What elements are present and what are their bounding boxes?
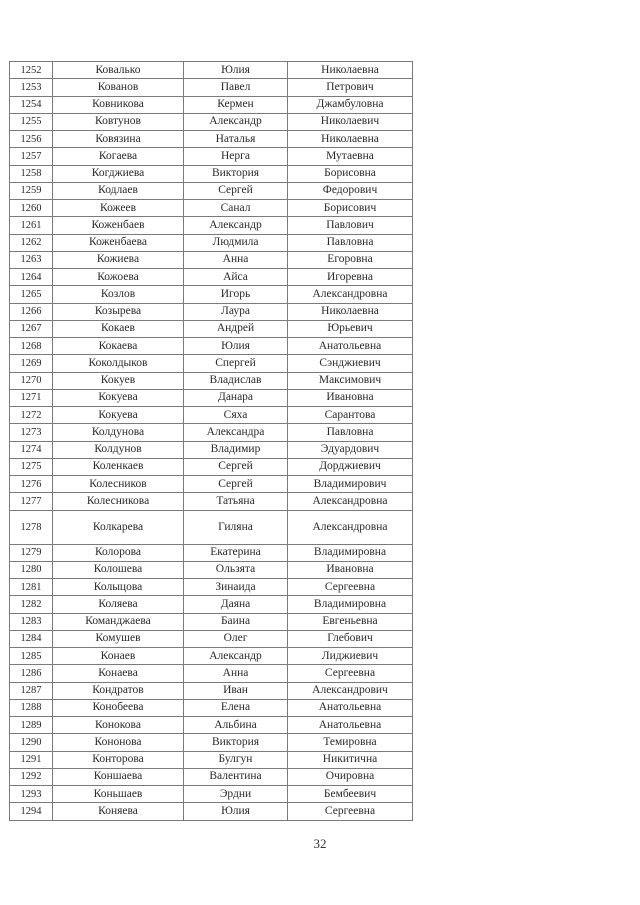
patronymic-cell: Сэнджиевич <box>288 355 413 372</box>
first-name-cell: Иван <box>184 682 288 699</box>
first-name-cell: Айса <box>184 269 288 286</box>
first-name-cell: Владимир <box>184 441 288 458</box>
surname-cell: Коняева <box>53 803 184 820</box>
row-number: 1290 <box>10 734 53 751</box>
first-name-cell: Булгун <box>184 751 288 768</box>
surname-cell: Кованов <box>53 79 184 96</box>
patronymic-cell: Ивановна <box>288 561 413 578</box>
surname-cell: Кокаев <box>53 320 184 337</box>
first-name-cell: Александр <box>184 217 288 234</box>
first-name-cell: Даяна <box>184 596 288 613</box>
surname-cell: Кокуева <box>53 407 184 424</box>
first-name-cell: Данара <box>184 389 288 406</box>
patronymic-cell: Николаевна <box>288 303 413 320</box>
surname-cell: Колошева <box>53 561 184 578</box>
first-name-cell: Эрдни <box>184 786 288 803</box>
first-name-cell: Александр <box>184 113 288 130</box>
row-number: 1260 <box>10 200 53 217</box>
patronymic-cell: Петрович <box>288 79 413 96</box>
surname-cell: Кокуева <box>53 389 184 406</box>
surname-cell: Комушев <box>53 630 184 647</box>
table-row <box>10 458 413 475</box>
surname-cell: Коколдыков <box>53 355 184 372</box>
table-row <box>10 734 413 751</box>
patronymic-cell: Мутаевна <box>288 148 413 165</box>
surname-cell: Колыцова <box>53 579 184 596</box>
first-name-cell: Сергей <box>184 476 288 493</box>
surname-cell: Колдунов <box>53 441 184 458</box>
patronymic-cell: Бембеевич <box>288 786 413 803</box>
surname-cell: Конобеева <box>53 699 184 716</box>
patronymic-cell: Анатольевна <box>288 699 413 716</box>
patronymic-cell: Николаевна <box>288 131 413 148</box>
table-row <box>10 62 413 79</box>
first-name-cell: Спергей <box>184 355 288 372</box>
row-number: 1274 <box>10 441 53 458</box>
page-number: 32 <box>313 836 327 851</box>
first-name-cell: Сергей <box>184 182 288 199</box>
row-number: 1292 <box>10 768 53 785</box>
surname-cell: Конокова <box>53 717 184 734</box>
row-number: 1266 <box>10 303 53 320</box>
patronymic-cell: Федорович <box>288 182 413 199</box>
patronymic-cell: Александровна <box>288 286 413 303</box>
first-name-cell: Зинаида <box>184 579 288 596</box>
first-name-cell: Санал <box>184 200 288 217</box>
row-number: 1262 <box>10 234 53 251</box>
patronymic-cell: Никитична <box>288 751 413 768</box>
row-number: 1259 <box>10 182 53 199</box>
surname-cell: Кононова <box>53 734 184 751</box>
first-name-cell: Татьяна <box>184 493 288 510</box>
table-row <box>10 200 413 217</box>
row-number: 1283 <box>10 613 53 630</box>
row-number: 1263 <box>10 251 53 268</box>
surname-cell: Кондратов <box>53 682 184 699</box>
patronymic-cell: Лиджиевич <box>288 648 413 665</box>
surname-cell: Конаева <box>53 665 184 682</box>
surname-cell: Колесникова <box>53 493 184 510</box>
table-row <box>10 303 413 320</box>
patronymic-cell: Борисович <box>288 200 413 217</box>
patronymic-cell: Борисовна <box>288 165 413 182</box>
surname-cell: Конторова <box>53 751 184 768</box>
table-row <box>10 630 413 647</box>
table-row <box>10 613 413 630</box>
patronymic-cell: Сарантова <box>288 407 413 424</box>
row-number: 1280 <box>10 561 53 578</box>
row-number: 1270 <box>10 372 53 389</box>
table-row <box>10 372 413 389</box>
row-number: 1291 <box>10 751 53 768</box>
roster-table <box>9 61 413 821</box>
surname-cell: Ковалько <box>53 62 184 79</box>
patronymic-cell: Джамбуловна <box>288 96 413 113</box>
surname-cell: Ковязина <box>53 131 184 148</box>
table-row <box>10 786 413 803</box>
patronymic-cell: Очировна <box>288 768 413 785</box>
surname-cell: Коженбаева <box>53 234 184 251</box>
surname-cell: Кокаева <box>53 338 184 355</box>
first-name-cell: Людмила <box>184 234 288 251</box>
patronymic-cell: Николаевич <box>288 113 413 130</box>
table-row <box>10 441 413 458</box>
row-number: 1293 <box>10 786 53 803</box>
table-row <box>10 682 413 699</box>
surname-cell: Козырева <box>53 303 184 320</box>
patronymic-cell: Егоровна <box>288 251 413 268</box>
table-row <box>10 751 413 768</box>
patronymic-cell: Павлович <box>288 217 413 234</box>
patronymic-cell: Евгеньевна <box>288 613 413 630</box>
patronymic-cell: Дорджиевич <box>288 458 413 475</box>
first-name-cell: Юлия <box>184 803 288 820</box>
first-name-cell: Гиляна <box>184 510 288 544</box>
row-number: 1294 <box>10 803 53 820</box>
surname-cell: Ковтунов <box>53 113 184 130</box>
table-row <box>10 389 413 406</box>
first-name-cell: Наталья <box>184 131 288 148</box>
table-row <box>10 596 413 613</box>
table-row <box>10 148 413 165</box>
surname-cell: Команджаева <box>53 613 184 630</box>
patronymic-cell: Владимировна <box>288 544 413 561</box>
row-number: 1279 <box>10 544 53 561</box>
patronymic-cell: Анатольевна <box>288 717 413 734</box>
first-name-cell: Валентина <box>184 768 288 785</box>
first-name-cell: Виктория <box>184 734 288 751</box>
row-number: 1275 <box>10 458 53 475</box>
first-name-cell: Павел <box>184 79 288 96</box>
table-row <box>10 803 413 820</box>
table-row <box>10 717 413 734</box>
patronymic-cell: Юрьевич <box>288 320 413 337</box>
table-row <box>10 768 413 785</box>
row-number: 1273 <box>10 424 53 441</box>
patronymic-cell: Глебович <box>288 630 413 647</box>
row-number: 1254 <box>10 96 53 113</box>
row-number: 1271 <box>10 389 53 406</box>
patronymic-cell: Анатольевна <box>288 338 413 355</box>
table-row <box>10 493 413 510</box>
row-number: 1278 <box>10 510 53 544</box>
table-row <box>10 217 413 234</box>
first-name-cell: Анна <box>184 251 288 268</box>
row-number: 1272 <box>10 407 53 424</box>
table-row <box>10 131 413 148</box>
surname-cell: Коншаева <box>53 768 184 785</box>
surname-cell: Колдунова <box>53 424 184 441</box>
patronymic-cell: Александровна <box>288 493 413 510</box>
row-number: 1276 <box>10 476 53 493</box>
first-name-cell: Александра <box>184 424 288 441</box>
table-row <box>10 424 413 441</box>
row-number: 1286 <box>10 665 53 682</box>
row-number: 1268 <box>10 338 53 355</box>
surname-cell: Колкарева <box>53 510 184 544</box>
patronymic-cell: Николаевна <box>288 62 413 79</box>
table-row <box>10 165 413 182</box>
row-number: 1269 <box>10 355 53 372</box>
table-row <box>10 407 413 424</box>
first-name-cell: Анна <box>184 665 288 682</box>
patronymic-cell: Сергеевна <box>288 803 413 820</box>
surname-cell: Колорова <box>53 544 184 561</box>
table-row <box>10 476 413 493</box>
table-row <box>10 320 413 337</box>
table-row <box>10 269 413 286</box>
first-name-cell: Игорь <box>184 286 288 303</box>
row-number: 1252 <box>10 62 53 79</box>
row-number: 1285 <box>10 648 53 665</box>
table-row <box>10 182 413 199</box>
first-name-cell: Нерга <box>184 148 288 165</box>
row-number: 1265 <box>10 286 53 303</box>
table-row <box>10 251 413 268</box>
row-number: 1288 <box>10 699 53 716</box>
surname-cell: Коленкаев <box>53 458 184 475</box>
patronymic-cell: Павловна <box>288 234 413 251</box>
patronymic-cell: Сергеевна <box>288 579 413 596</box>
row-number: 1253 <box>10 79 53 96</box>
patronymic-cell: Ивановна <box>288 389 413 406</box>
first-name-cell: Кермен <box>184 96 288 113</box>
table-row <box>10 544 413 561</box>
first-name-cell: Олег <box>184 630 288 647</box>
surname-cell: Кожеев <box>53 200 184 217</box>
row-number: 1267 <box>10 320 53 337</box>
patronymic-cell: Темировна <box>288 734 413 751</box>
table-row <box>10 79 413 96</box>
patronymic-cell: Сергеевна <box>288 665 413 682</box>
first-name-cell: Владислав <box>184 372 288 389</box>
table-row <box>10 113 413 130</box>
row-number: 1277 <box>10 493 53 510</box>
row-number: 1264 <box>10 269 53 286</box>
patronymic-cell: Александровна <box>288 510 413 544</box>
first-name-cell: Елена <box>184 699 288 716</box>
first-name-cell: Баина <box>184 613 288 630</box>
surname-cell: Козлов <box>53 286 184 303</box>
row-number: 1284 <box>10 630 53 647</box>
patronymic-cell: Павловна <box>288 424 413 441</box>
first-name-cell: Ользята <box>184 561 288 578</box>
patronymic-cell: Эдуардович <box>288 441 413 458</box>
first-name-cell: Сергей <box>184 458 288 475</box>
surname-cell: Кожоева <box>53 269 184 286</box>
row-number: 1261 <box>10 217 53 234</box>
surname-cell: Ковникова <box>53 96 184 113</box>
patronymic-cell: Игоревна <box>288 269 413 286</box>
surname-cell: Коляева <box>53 596 184 613</box>
first-name-cell: Юлия <box>184 62 288 79</box>
surname-cell: Конаев <box>53 648 184 665</box>
surname-cell: Когаева <box>53 148 184 165</box>
first-name-cell: Юлия <box>184 338 288 355</box>
surname-cell: Кодлаев <box>53 182 184 199</box>
first-name-cell: Екатерина <box>184 544 288 561</box>
first-name-cell: Александр <box>184 648 288 665</box>
first-name-cell: Виктория <box>184 165 288 182</box>
table-row <box>10 355 413 372</box>
table-row <box>10 561 413 578</box>
first-name-cell: Сяха <box>184 407 288 424</box>
table-row <box>10 234 413 251</box>
surname-cell: Колесников <box>53 476 184 493</box>
table-row <box>10 699 413 716</box>
row-number: 1287 <box>10 682 53 699</box>
table-row <box>10 286 413 303</box>
table-row <box>10 96 413 113</box>
row-number: 1281 <box>10 579 53 596</box>
table-row <box>10 338 413 355</box>
surname-cell: Кокуев <box>53 372 184 389</box>
patronymic-cell: Александрович <box>288 682 413 699</box>
table-row <box>10 648 413 665</box>
row-number: 1256 <box>10 131 53 148</box>
surname-cell: Когджиева <box>53 165 184 182</box>
patronymic-cell: Максимович <box>288 372 413 389</box>
first-name-cell: Андрей <box>184 320 288 337</box>
row-number: 1289 <box>10 717 53 734</box>
table-row <box>10 665 413 682</box>
row-number: 1282 <box>10 596 53 613</box>
table-row <box>10 579 413 596</box>
first-name-cell: Альбина <box>184 717 288 734</box>
surname-cell: Коньшаев <box>53 786 184 803</box>
patronymic-cell: Владимировна <box>288 596 413 613</box>
row-number: 1257 <box>10 148 53 165</box>
table-row <box>10 510 413 544</box>
first-name-cell: Лаура <box>184 303 288 320</box>
row-number: 1258 <box>10 165 53 182</box>
row-number: 1255 <box>10 113 53 130</box>
surname-cell: Коженбаев <box>53 217 184 234</box>
surname-cell: Кожиева <box>53 251 184 268</box>
patronymic-cell: Владимирович <box>288 476 413 493</box>
